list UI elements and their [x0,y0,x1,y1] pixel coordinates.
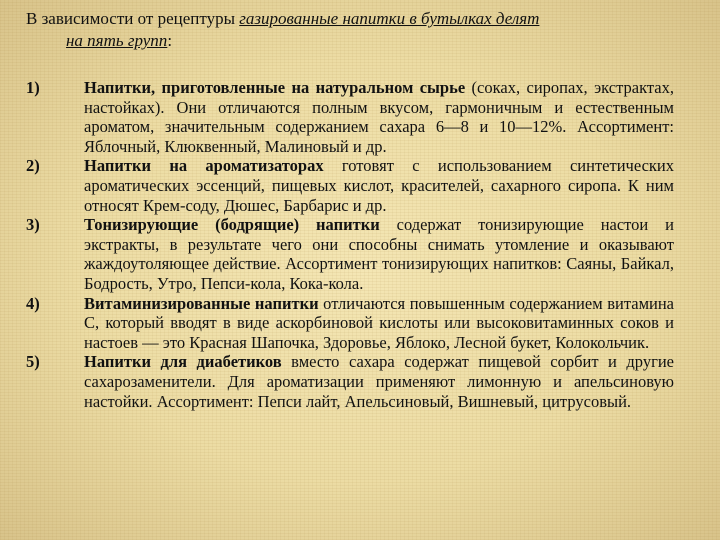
list-item [26,294,674,353]
item-number: 5) [26,352,40,372]
list-item [26,352,674,411]
intro-highlight-line2: на пять групп [66,31,168,50]
item-text: содержат тонизирующие настои и экстракты, в результате чего они способны снимать утомление и оказывают жаждоутоляющее действие. Ассортимент тонизирующих напитков: Саяны, Байкал, Бодрость, Утро, Пепси-кола, Кока-кола. [84,215,674,293]
list-item [26,156,674,215]
item-lead: Витаминизированные напитки [84,293,319,313]
intro-suffix: : [167,31,173,50]
item-number: 4) [26,293,40,313]
drink-groups-list [26,78,674,411]
item-text: отличаются повышенным содержанием витамина С, который вводят в виде аскорбиновой кислоты или высоковитаминных соков и настоев — это Красная Шапочка, Здоровье, Яблоко, Лесной букет, Колокольчик. [84,293,674,352]
item-lead: Тонизирующие (бодрящие) напитки [84,215,380,235]
item-text: готовят с использованием синтетических ароматических эссенций, пищевых кислот, красителей, сахарного сиропа. К ним относят Крем-соду, Дюшес, Барбарис и др. [84,156,674,215]
intro-highlight-line1: газированные напитки в бутылках делят [239,9,540,28]
intro-paragraph [26,8,686,52]
item-number: 3) [26,215,40,235]
intro-second-line [26,30,686,52]
item-lead: Напитки на ароматизаторах [84,156,324,176]
list-item [26,215,674,293]
item-lead: Напитки, приготовленные на натуральном сырье [84,78,466,97]
list-item [26,78,674,156]
item-number: 2) [26,156,40,176]
item-text: (соках, сиропах, экстрактах, настойках). Они отличаются полным вкусом, гармоничным и естественным ароматом, значительным содержанием сахара 6—8 и 10—12%. Ассортимент: Яблочный, Клюквенный, Малиновый и др. [84,78,674,156]
intro-prefix: В зависимости от рецептуры [26,9,240,28]
item-lead: Напитки для диабетиков [84,352,282,372]
item-text: вместо сахара содержат пищевой сорбит и другие сахарозаменители. Для ароматизации применяют лимонную и апельсиновую настойки. Ассортимент: Пепси лайт, Апельсиновый, Вишневый, цитрусовый. [84,352,674,411]
item-number: 1) [26,78,40,97]
